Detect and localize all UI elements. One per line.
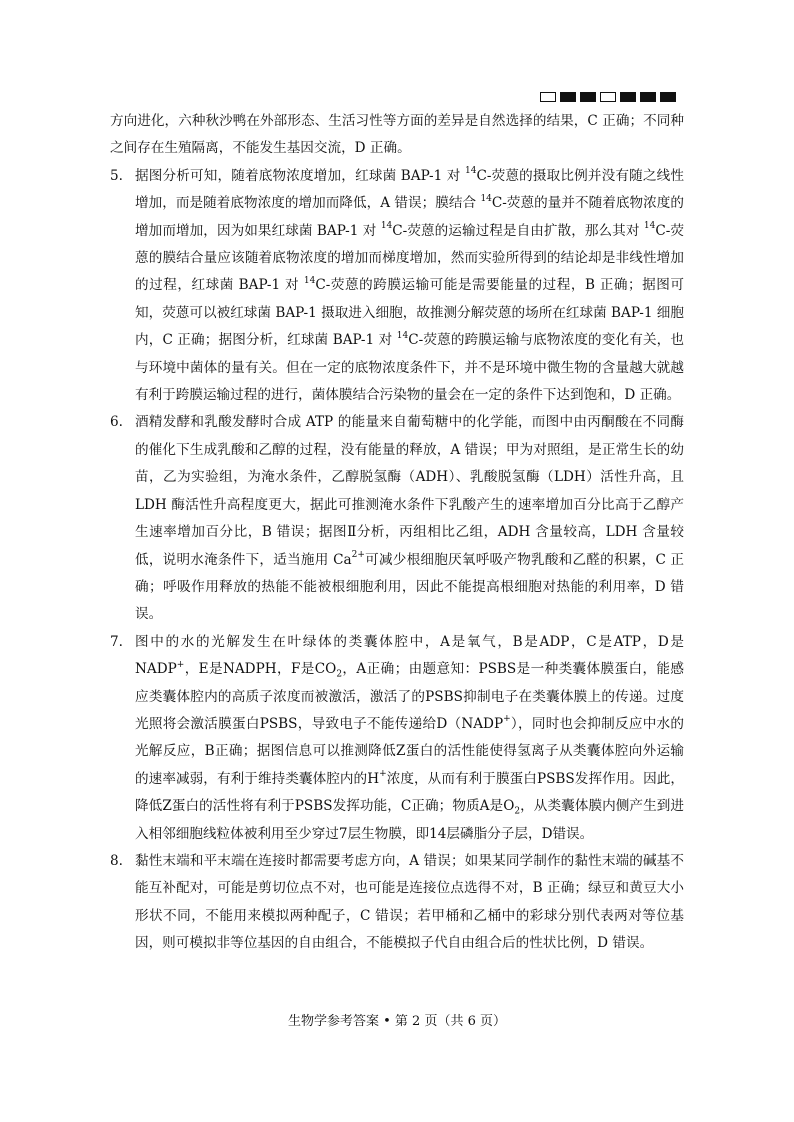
item-number: 6.: [110, 414, 123, 431]
header-mark-1: [540, 92, 556, 102]
answer-item-7: 7. 图中的水的光解发生在叶绿体的类囊体腔中，A是氧气，B是ADP，C是ATP，D是NADP+，E是NADPH，F是$CO_2$，A正确；由题意知：PSBS是一种类囊体膜蛋白，能感应类囊体腔内的高质子浓度而被激活，激活了的PSBS抑制电子在类囊体膜上的传递。过度光照将会激活膜蛋白PSBS，导致电子不能传递给D（NADP+），同时也会抑制反应中水的光解反应，B正确；据图信息可以推测降低Z蛋白的活性能使得氢离子从类囊体腔向外运输的速率减弱，有利于维持类囊体腔内的H+浓度，从而有利于膜蛋白PSBS发挥作用。因此，降低Z蛋白的活性将有利于PSBS发挥功能，C正确；物质A是$O_2$，从类囊体膜内侧产生到进入相邻细胞线粒体被利用至少穿过7层生物膜，即14层磷脂分子层，D错误。: [110, 629, 684, 848]
intro-paragraph: 方向进化，六种秋沙鸭在外部形态、生活习性等方面的差异是自然选择的结果，C 正确；不同种之间存在生殖隔离，不能发生基因交流，D 正确。: [110, 113, 684, 157]
answer-content: [110, 108, 684, 958]
header-mark-3: [580, 92, 596, 102]
page-footer: 生物学参考答案 • 第 2 页（共 6 页）: [287, 1014, 506, 1029]
header-mark-2: [560, 92, 576, 102]
header-mark-6: [640, 92, 656, 102]
answer-item-5: 5. 据图分析可知，随着底物浓度增加，红球菌 BAP-1 对 $^{14}$C-荧蒽的摄取比例并没有随之线性增加，而是随着底物浓度的增加而降低，A 错误；膜结合 $^{14}$C-荧蒽的量并不随着底物浓度的增加而增加，因为如果红球菌 BAP-1 对 $^{14}$C-荧蒽的运输过程是自由扩散，那么其对 $^{14}$C-荧蒽的膜结合量应该随着底物浓度的增加而梯度增加，然而实验所得到的结论却是非线性增加的过程，红球菌 BAP-1 对 $^{14}$C-荧蒽的跨膜运输可能是需要能量的过程，B 正确；据图可知，荧蒽可以被红球菌 BAP-1 摄取进入细胞，故推测分解荧蒽的场所在红球菌 BAP-1 细胞内，C 正确；据图分析，红球菌 BAP-1 对 $^{14}$C-荧蒽的跨膜运输与底物浓度的变化有关，也与环境中菌体的量有关。但在一定的底物浓度条件下，并不是环境中微生物的含量越大就越有利于跨膜运输过程的进行，菌体膜结合污染物的量会在一定的条件下达到饱和，D 正确。: [110, 163, 684, 410]
item-number: 7.: [110, 633, 123, 650]
header-mark-4: [600, 92, 616, 102]
header-mark-7: [660, 92, 676, 102]
answer-item-8: 8. 黏性末端和平末端在连接时都需要考虑方向，A 错误；如果某同学制作的黏性末端的碱基不能互补配对，可能是剪切位点不对，也可能是连接位点选得不对，B 正确；绿豆和黄豆大小形状不同，不能用来模拟两种配子，C 错误；若甲桶和乙桶中的彩球分别代表两对等位基因，则可模拟非等位基因的自由组合，不能模拟子代自由组合后的性状比例，D 错误。: [110, 848, 684, 958]
item-number: 5.: [110, 167, 123, 184]
item-number: 8.: [110, 852, 123, 869]
header-mark-5: [620, 92, 636, 102]
header-marks: [540, 92, 676, 102]
answer-item-6: 6. 酒精发酵和乳酸发酵时合成 ATP 的能量来自葡萄糖中的化学能，而图中由丙酮酸在不同酶的催化下生成乳酸和乙醇的过程，没有能量的释放，A 错误；甲为对照组，是正常生长的幼苗，乙为实验组，为淹水条件，乙醇脱氢酶（ADH）、乳酸脱氢酶（LDH）活性升高，且 LDH 酶活性升高程度更大，据此可推测淹水条件下乳酸产生的速率增加百分比高于乙醇产生速率增加百分比，B 错误；据图Ⅱ分析，丙组相比乙组，ADH 含量较高，LDH 含量较低，说明水淹条件下，适当施用 $Ca^{2+}$可减少根细胞厌氧呼吸产物乳酸和乙醛的积累，C 正确；呼吸作用释放的热能不能被根细胞利用，因此不能提高根细胞对热能的利用率，D 错误。: [110, 409, 684, 628]
